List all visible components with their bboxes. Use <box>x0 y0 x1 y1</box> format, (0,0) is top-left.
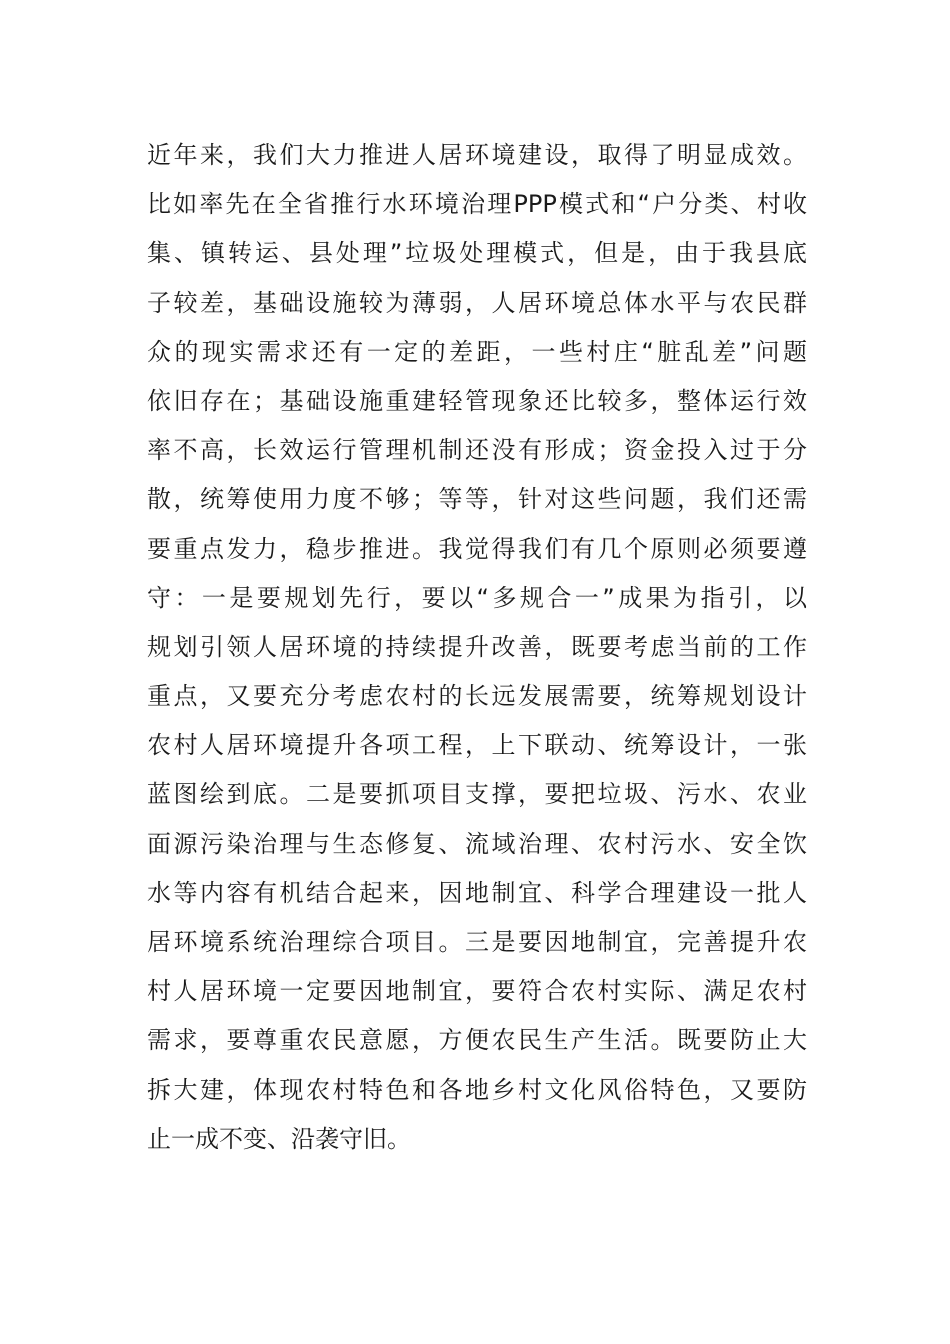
text-line: 要重点发力，稳步推进。我觉得我们有几个原则必须要遵 <box>147 534 807 563</box>
text-line: 子较差，基础设施较为薄弱，人居环境总体水平与农民群 <box>147 288 807 317</box>
text-line: 众的现实需求还有一定的差距，一些村庄“脏乱差”问题 <box>147 337 807 366</box>
text-line: 守：一是要规划先行，要以“多规合一”成果为指引，以 <box>147 583 807 612</box>
text-line: 居环境系统治理综合项目。三是要因地制宜，完善提升农 <box>147 928 807 956</box>
text-line: 村人居环境一定要因地制宜，要符合农村实际、满足农村 <box>147 977 807 1006</box>
text-line: 水等内容有机结合起来，因地制宜、科学合理建设一批人 <box>147 878 807 907</box>
text-line: 规划引领人居环境的持续提升改善，既要考虑当前的工作 <box>147 632 807 661</box>
text-line: 农村人居环境提升各项工程，上下联动、统筹设计，一张 <box>147 731 807 760</box>
body-paragraph <box>147 131 807 1164</box>
text-line: 蓝图绘到底。二是要抓项目支撑，要把垃圾、污水、农业 <box>147 780 807 809</box>
text-line: 需求，要尊重农民意愿，方便农民生产生活。既要防止大 <box>147 1026 807 1055</box>
text-line: 重点，又要充分考虑农村的长远发展需要，统筹规划设计 <box>147 682 807 711</box>
text-line: 散，统筹使用力度不够；等等，针对这些问题，我们还需 <box>147 485 807 514</box>
text-line: 拆大建，体现农村特色和各地乡村文化风俗特色，又要防 <box>147 1075 807 1104</box>
text-line: 集、镇转运、县处理”垃圾处理模式，但是，由于我县底 <box>147 239 807 268</box>
text-line: 比如率先在全省推行水环境治理PPP模式和“户分类、村收 <box>147 190 807 219</box>
text-line: 依旧存在；基础设施重建轻管现象还比较多，整体运行效 <box>147 386 807 415</box>
text-line: 近年来，我们大力推进人居环境建设，取得了明显成效。 <box>147 141 807 169</box>
text-line: 率不高，长效运行管理机制还没有形成；资金投入过于分 <box>147 436 807 465</box>
text-line: 面源污染治理与生态修复、流域治理、农村污水、安全饮 <box>147 829 807 858</box>
text-line-last: 止一成不变、沿袭守旧。 <box>147 1124 411 1153</box>
